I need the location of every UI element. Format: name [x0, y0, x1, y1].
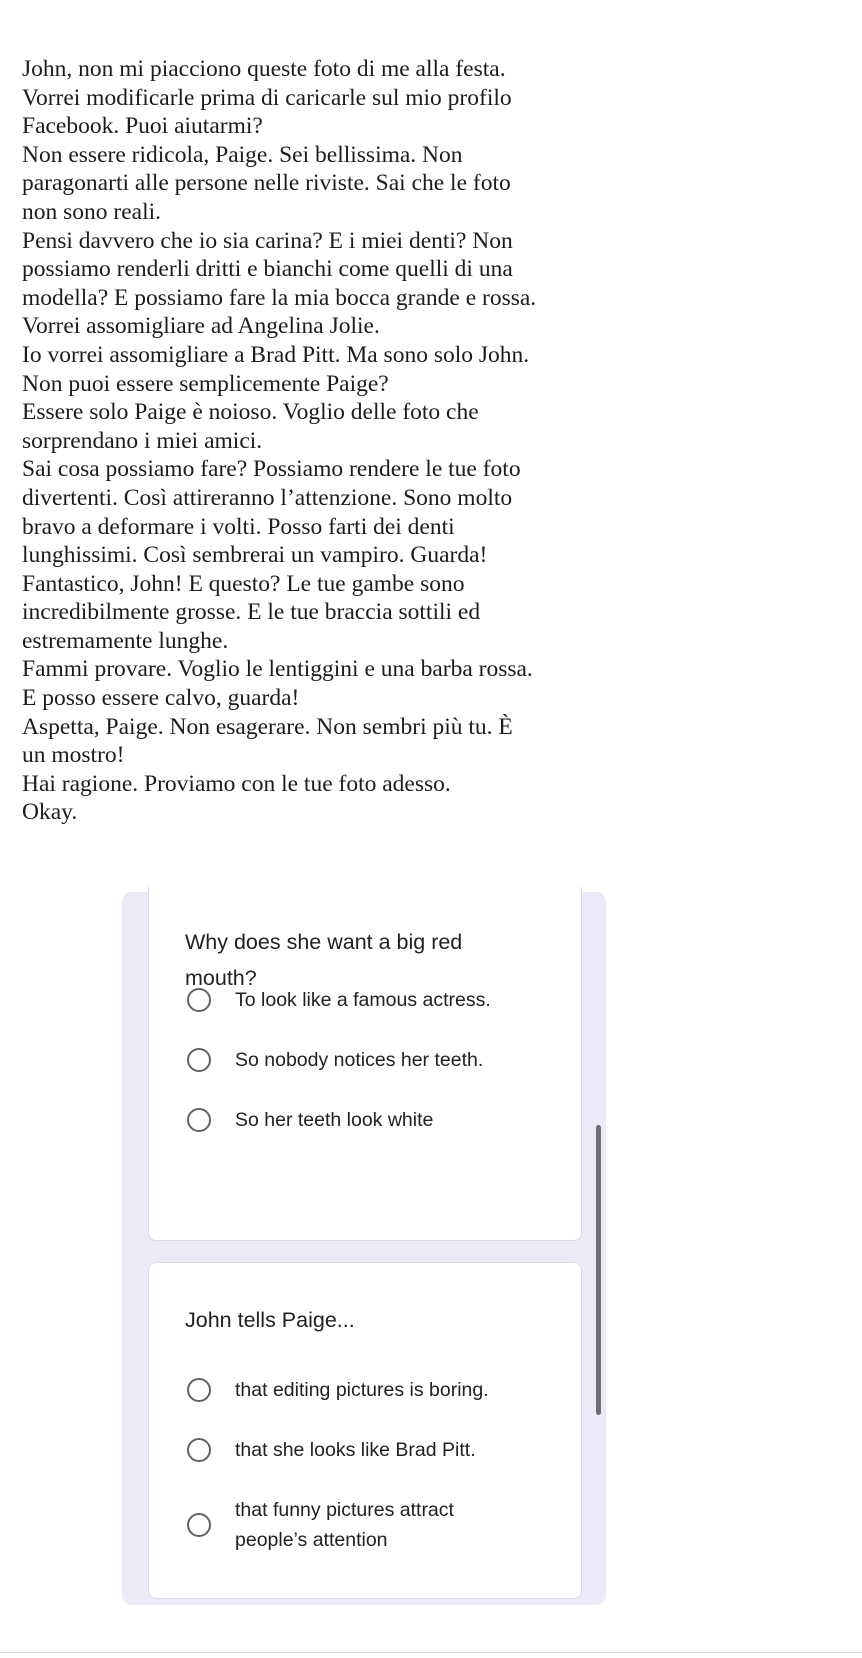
answer-option[interactable]: [187, 985, 491, 1015]
dialogue-line: Vorrei assomigliare ad Angelina Jolie.: [22, 313, 380, 340]
dialogue-line: divertenti. Così attireranno l’attenzione. Sono molto: [22, 484, 513, 511]
scrollbar-thumb[interactable]: [596, 1125, 601, 1415]
radio-button-icon[interactable]: [187, 1378, 211, 1402]
dialogue-line: Pensi davvero che io sia carina? E i miei denti? Non: [22, 227, 513, 254]
answer-option-label: So nobody notices her teeth.: [235, 1049, 484, 1071]
radio-button-icon[interactable]: [187, 1108, 211, 1132]
dialogue-line: estremamente lunghe.: [22, 627, 229, 654]
dialogue-line: bravo a deformare i volti. Posso farti dei denti: [22, 513, 455, 540]
question-title: John tells Paige...: [185, 1308, 355, 1332]
radio-button-icon[interactable]: [187, 1048, 211, 1072]
dialogue-line: John, non mi piacciono queste foto di me alla festa.: [22, 56, 506, 82]
dialogue-line: Fammi provare. Voglio le lentiggini e una barba rossa.: [22, 656, 533, 683]
dialogue-line: incredibilmente grosse. E le tue braccia sottili ed: [22, 599, 481, 626]
dialogue-line: Aspetta, Paige. Non esagerare. Non sembri più tu. È: [22, 713, 513, 740]
answer-option[interactable]: [187, 1495, 505, 1555]
question-card: [148, 1262, 582, 1599]
question-card: [148, 887, 582, 1241]
radio-button-icon[interactable]: [187, 1438, 211, 1462]
answer-option[interactable]: [187, 1105, 433, 1135]
dialogue-line: Hai ragione. Proviamo con le tue foto adesso.: [22, 770, 451, 797]
answer-option[interactable]: [187, 1375, 489, 1405]
dialogue-line: E posso essere calvo, guarda!: [22, 685, 300, 712]
answer-option-label: To look like a famous actress.: [235, 989, 491, 1011]
radio-button-icon[interactable]: [187, 988, 211, 1012]
radio-button-icon[interactable]: [187, 1513, 211, 1537]
dialogue-line: Non essere ridicola, Paige. Sei bellissima. Non: [22, 141, 463, 168]
answer-option-label: that funny pictures attract people’s attention: [235, 1499, 454, 1551]
dialogue-line: Vorrei modificarle prima di caricarle sul mio profilo: [22, 84, 512, 111]
dialogue-line: Essere solo Paige è noioso. Voglio delle foto che: [22, 399, 479, 426]
dialogue-line: Sai cosa possiamo fare? Possiamo rendere le tue foto: [22, 456, 521, 483]
answer-option-label: that she looks like Brad Pitt.: [235, 1439, 476, 1461]
answer-option-label: that editing pictures is boring.: [235, 1379, 489, 1401]
question-title: Why does she want a big red mouth?: [185, 930, 463, 990]
dialogue-line: Fantastico, John! E questo? Le tue gambe sono: [22, 570, 465, 597]
dialogue-line: Non puoi essere semplicemente Paige?: [22, 370, 389, 397]
answer-option-label: So her teeth look white: [235, 1109, 434, 1131]
answer-option[interactable]: [187, 1045, 483, 1075]
dialogue-line: Io vorrei assomigliare a Brad Pitt. Ma sono solo John.: [22, 341, 530, 368]
answer-option[interactable]: [187, 1435, 476, 1465]
dialogue-line: un mostro!: [22, 742, 125, 769]
dialogue-line: non sono reali.: [22, 198, 162, 225]
dialogue-line: Facebook. Puoi aiutarmi?: [22, 113, 263, 140]
dialogue-text: [22, 55, 852, 827]
dialogue-line: modella? E possiamo fare la mia bocca grande e rossa.: [22, 284, 537, 311]
dialogue-line: sorprendano i miei amici.: [22, 427, 263, 454]
dialogue-line: Okay.: [22, 799, 78, 826]
bottom-divider: [0, 1652, 862, 1653]
dialogue-line: possiamo renderli dritti e bianchi come quelli di una: [22, 256, 513, 283]
dialogue-line: lunghissimi. Così sembrerai un vampiro. Guarda!: [22, 542, 488, 569]
dialogue-line: paragonarti alle persone nelle riviste. Sai che le foto: [22, 170, 511, 197]
